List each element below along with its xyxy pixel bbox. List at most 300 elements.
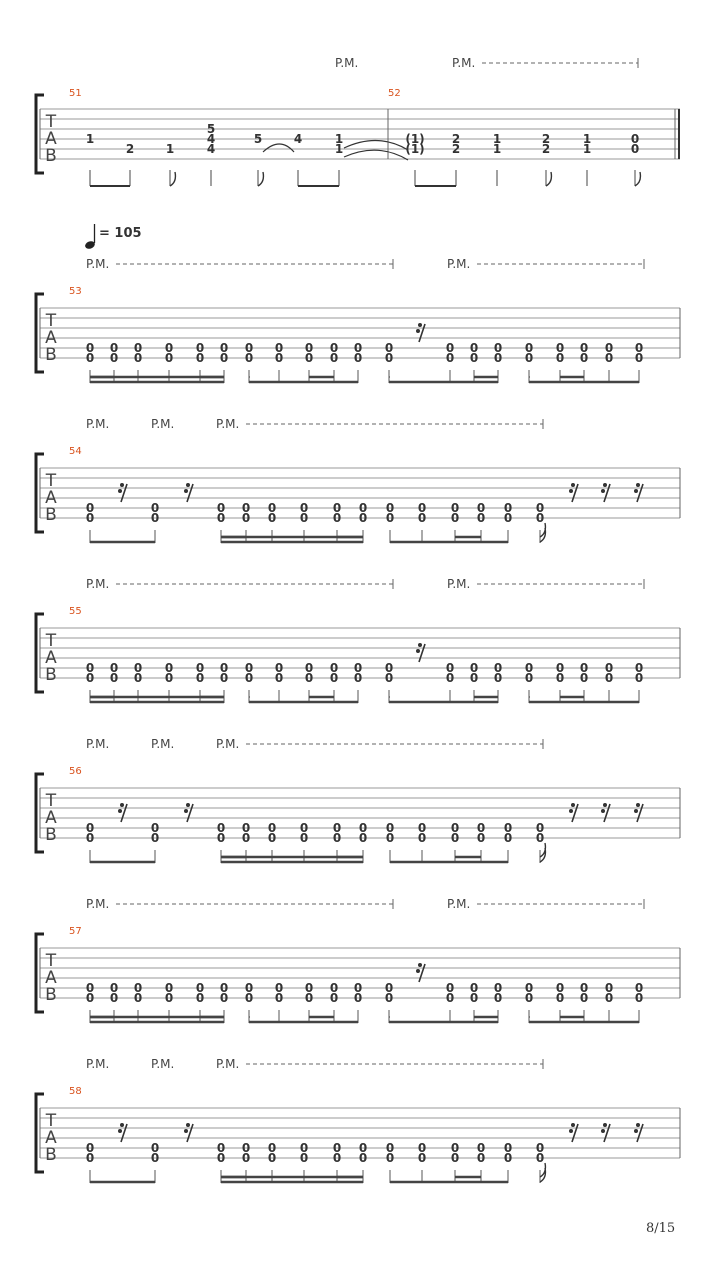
fret-number: 0 <box>630 142 640 156</box>
sixteenth-rest-dot <box>184 489 188 493</box>
fret-number: 0 <box>493 351 503 365</box>
fret-number: 0 <box>133 981 143 995</box>
sixteenth-rest-dot <box>636 483 640 487</box>
note-flag <box>540 523 545 542</box>
fret-number: 0 <box>353 981 363 995</box>
fret-number: 0 <box>353 671 363 685</box>
tab-clef-letter: A <box>45 488 57 508</box>
fret-number: 0 <box>85 1151 95 1165</box>
tab-clef-letter: B <box>45 1145 57 1165</box>
sixteenth-rest-dot <box>601 489 605 493</box>
fret-number: 0 <box>634 341 644 355</box>
fret-number: 0 <box>503 501 513 515</box>
palm-mute-label: P.M. <box>447 577 471 591</box>
fret-number: 0 <box>493 991 503 1005</box>
fret-number: 0 <box>524 341 534 355</box>
fret-number: 0 <box>476 1151 486 1165</box>
fret-number: 0 <box>579 661 589 675</box>
fret-number: 0 <box>493 671 503 685</box>
fret-number: 1 <box>582 132 592 146</box>
fret-number: (1) <box>405 142 425 156</box>
fret-number: 0 <box>579 991 589 1005</box>
fret-number: 0 <box>267 501 277 515</box>
fret-number: (1) <box>405 132 425 146</box>
fret-number: 0 <box>445 991 455 1005</box>
fret-number: 0 <box>385 501 395 515</box>
fret-number: 0 <box>417 1151 427 1165</box>
fret-number: 0 <box>535 501 545 515</box>
fret-number: 0 <box>219 671 229 685</box>
fret-number: 0 <box>524 981 534 995</box>
fret-number: 0 <box>216 831 226 845</box>
fret-number: 0 <box>332 821 342 835</box>
fret-number: 0 <box>244 341 254 355</box>
palm-mute-label: P.M. <box>447 897 471 911</box>
palm-mute-label: P.M. <box>216 417 240 431</box>
tab-clef-letter: A <box>45 808 57 828</box>
fret-number: 0 <box>535 1141 545 1155</box>
tab-clef-letter: B <box>45 345 57 365</box>
fret-number: 0 <box>164 671 174 685</box>
measure-number: 52 <box>388 88 401 99</box>
fret-number: 0 <box>579 671 589 685</box>
fret-number: 0 <box>304 661 314 675</box>
palm-mute-label: P.M. <box>151 737 175 751</box>
fret-number: 0 <box>417 501 427 515</box>
fret-number: 0 <box>469 661 479 675</box>
fret-number: 0 <box>445 981 455 995</box>
fret-number: 0 <box>353 991 363 1005</box>
measure-number: 51 <box>69 88 82 99</box>
sixteenth-rest-dot <box>569 809 573 813</box>
palm-mute-label: P.M. <box>86 257 110 271</box>
note-flag <box>546 172 551 186</box>
fret-number: 0 <box>304 341 314 355</box>
fret-number: 0 <box>299 1141 309 1155</box>
fret-number: 0 <box>332 501 342 515</box>
fret-number: 0 <box>274 671 284 685</box>
palm-mute-label: P.M. <box>86 417 110 431</box>
fret-number: 0 <box>267 1141 277 1155</box>
note-flag <box>540 1163 545 1182</box>
fret-number: 0 <box>524 671 534 685</box>
fret-number: 0 <box>634 661 644 675</box>
fret-number: 0 <box>469 981 479 995</box>
fret-number: 0 <box>555 351 565 365</box>
fret-number: 0 <box>267 1151 277 1165</box>
fret-number: 0 <box>329 351 339 365</box>
fret-number: 0 <box>329 341 339 355</box>
fret-number: 0 <box>493 981 503 995</box>
fret-number: 1 <box>492 132 502 146</box>
fret-number: 0 <box>384 991 394 1005</box>
fret-number: 0 <box>634 351 644 365</box>
fret-number: 1 <box>85 132 95 146</box>
sixteenth-rest-dot <box>603 483 607 487</box>
fret-number: 0 <box>150 821 160 835</box>
fret-number: 0 <box>195 661 205 675</box>
measure-number: 53 <box>69 286 82 297</box>
fret-number: 0 <box>476 821 486 835</box>
fret-number: 0 <box>332 831 342 845</box>
fret-number: 0 <box>164 991 174 1005</box>
fret-number: 2 <box>451 142 461 156</box>
fret-number: 2 <box>451 132 461 146</box>
note-flag <box>258 172 263 186</box>
fret-number: 0 <box>244 671 254 685</box>
measure-number: 57 <box>69 926 82 937</box>
measure-number: 58 <box>69 1086 82 1097</box>
palm-mute-label: P.M. <box>86 737 110 751</box>
fret-number: 0 <box>85 661 95 675</box>
fret-number: 0 <box>299 501 309 515</box>
palm-mute-label: P.M. <box>86 897 110 911</box>
palm-mute-label: P.M. <box>335 56 359 70</box>
fret-number: 0 <box>450 821 460 835</box>
fret-number: 0 <box>164 341 174 355</box>
tab-clef-letter: A <box>45 968 57 988</box>
fret-number: 0 <box>358 1151 368 1165</box>
fret-number: 2 <box>541 132 551 146</box>
fret-number: 0 <box>503 1151 513 1165</box>
fret-number: 0 <box>85 671 95 685</box>
fret-number: 0 <box>524 991 534 1005</box>
sixteenth-rest-dot <box>120 1123 124 1127</box>
fret-number: 0 <box>579 341 589 355</box>
fret-number: 0 <box>503 511 513 525</box>
fret-number: 0 <box>417 1141 427 1155</box>
tab-clef-letter: B <box>45 146 57 166</box>
fret-number: 0 <box>274 341 284 355</box>
fret-number: 0 <box>469 351 479 365</box>
fret-number: 0 <box>299 821 309 835</box>
fret-number: 0 <box>150 501 160 515</box>
sixteenth-rest-dot <box>120 803 124 807</box>
fret-number: 0 <box>503 1141 513 1155</box>
fret-number: 0 <box>150 831 160 845</box>
fret-number: 0 <box>417 511 427 525</box>
fret-number: 0 <box>384 671 394 685</box>
fret-number: 0 <box>445 671 455 685</box>
sixteenth-rest-dot <box>186 483 190 487</box>
fret-number: 0 <box>304 991 314 1005</box>
fret-number: 0 <box>267 511 277 525</box>
fret-number: 0 <box>634 991 644 1005</box>
fret-number: 0 <box>450 501 460 515</box>
sixteenth-rest-dot <box>634 809 638 813</box>
fret-number: 2 <box>125 142 135 156</box>
fret-number: 0 <box>358 501 368 515</box>
palm-mute-label: P.M. <box>452 56 476 70</box>
fret-number: 0 <box>304 981 314 995</box>
fret-number: 0 <box>579 981 589 995</box>
sixteenth-rest-dot <box>118 489 122 493</box>
fret-number: 0 <box>164 351 174 365</box>
tab-clef-letter: T <box>45 112 57 132</box>
fret-number: 0 <box>304 351 314 365</box>
fret-number: 0 <box>535 831 545 845</box>
sixteenth-rest-dot <box>571 483 575 487</box>
sixteenth-rest-dot <box>416 649 420 653</box>
fret-number: 0 <box>85 821 95 835</box>
fret-number: 0 <box>604 671 614 685</box>
sixteenth-rest-dot <box>569 489 573 493</box>
fret-number: 0 <box>219 661 229 675</box>
fret-number: 0 <box>219 341 229 355</box>
fret-number: 0 <box>535 821 545 835</box>
fret-number: 0 <box>241 511 251 525</box>
fret-number: 0 <box>384 351 394 365</box>
fret-number: 0 <box>384 341 394 355</box>
sixteenth-rest-dot <box>416 969 420 973</box>
fret-number: 0 <box>195 991 205 1005</box>
fret-number: 0 <box>150 511 160 525</box>
sixteenth-rest-dot <box>571 803 575 807</box>
fret-number: 0 <box>195 341 205 355</box>
fret-number: 0 <box>555 981 565 995</box>
sixteenth-rest-dot <box>636 803 640 807</box>
fret-number: 0 <box>133 351 143 365</box>
sixteenth-rest-dot <box>571 1123 575 1127</box>
fret-number: 0 <box>109 991 119 1005</box>
sixteenth-rest-dot <box>634 1129 638 1133</box>
fret-number: 0 <box>384 661 394 675</box>
fret-number: 0 <box>241 501 251 515</box>
fret-number: 0 <box>476 501 486 515</box>
sixteenth-rest-dot <box>418 323 422 327</box>
fret-number: 0 <box>353 661 363 675</box>
fret-number: 0 <box>332 511 342 525</box>
fret-number: 0 <box>353 341 363 355</box>
fret-number: 0 <box>445 341 455 355</box>
note-flag <box>540 843 545 862</box>
fret-number: 0 <box>216 821 226 835</box>
fret-number: 0 <box>85 831 95 845</box>
tab-clef-letter: B <box>45 985 57 1005</box>
fret-number: 0 <box>329 991 339 1005</box>
fret-number: 0 <box>85 501 95 515</box>
fret-number: 0 <box>195 981 205 995</box>
fret-number: 0 <box>385 511 395 525</box>
sixteenth-rest-dot <box>636 1123 640 1127</box>
tab-clef-letter: B <box>45 825 57 845</box>
tab-clef-letter: T <box>45 631 57 651</box>
fret-number: 0 <box>85 981 95 995</box>
fret-number: 4 <box>206 132 216 146</box>
palm-mute-label: P.M. <box>447 257 471 271</box>
fret-number: 0 <box>216 501 226 515</box>
fret-number: 5 <box>206 122 216 136</box>
fret-number: 0 <box>150 1141 160 1155</box>
fret-number: 0 <box>353 351 363 365</box>
tie <box>263 144 294 152</box>
fret-number: 2 <box>541 142 551 156</box>
fret-number: 0 <box>133 671 143 685</box>
tab-clef-letter: A <box>45 648 57 668</box>
fret-number: 1 <box>492 142 502 156</box>
fret-number: 0 <box>604 351 614 365</box>
fret-number: 0 <box>329 661 339 675</box>
fret-number: 0 <box>445 661 455 675</box>
fret-number: 0 <box>385 831 395 845</box>
fret-number: 0 <box>109 981 119 995</box>
fret-number: 0 <box>216 511 226 525</box>
fret-number: 0 <box>450 511 460 525</box>
fret-number: 0 <box>634 671 644 685</box>
fret-number: 0 <box>385 821 395 835</box>
palm-mute-label: P.M. <box>151 417 175 431</box>
sixteenth-rest-dot <box>603 803 607 807</box>
fret-number: 0 <box>555 991 565 1005</box>
fret-number: 4 <box>206 142 216 156</box>
fret-number: 0 <box>274 981 284 995</box>
fret-number: 0 <box>469 671 479 685</box>
fret-number: 0 <box>299 831 309 845</box>
measure-number: 54 <box>69 446 82 457</box>
palm-mute-label: P.M. <box>151 1057 175 1071</box>
fret-number: 4 <box>293 132 303 146</box>
fret-number: 0 <box>476 511 486 525</box>
fret-number: 0 <box>241 831 251 845</box>
fret-number: 0 <box>219 991 229 1005</box>
fret-number: 0 <box>109 341 119 355</box>
fret-number: 0 <box>555 671 565 685</box>
fret-number: 0 <box>535 1151 545 1165</box>
fret-number: 0 <box>604 661 614 675</box>
sixteenth-rest-dot <box>569 1129 573 1133</box>
fret-number: 0 <box>244 661 254 675</box>
fret-number: 0 <box>109 671 119 685</box>
fret-number: 0 <box>358 821 368 835</box>
fret-number: 0 <box>417 831 427 845</box>
fret-number: 0 <box>195 351 205 365</box>
fret-number: 1 <box>334 142 344 156</box>
fret-number: 0 <box>164 981 174 995</box>
note-flag <box>635 172 640 186</box>
fret-number: 0 <box>332 1151 342 1165</box>
fret-number: 0 <box>358 1141 368 1155</box>
fret-number: 0 <box>85 511 95 525</box>
tab-clef-letter: T <box>45 471 57 491</box>
fret-number: 0 <box>555 661 565 675</box>
sixteenth-rest-dot <box>634 489 638 493</box>
fret-number: 0 <box>417 821 427 835</box>
tab-clef-letter: A <box>45 328 57 348</box>
fret-number: 0 <box>503 821 513 835</box>
fret-number: 0 <box>358 511 368 525</box>
fret-number: 0 <box>241 821 251 835</box>
fret-number: 1 <box>165 142 175 156</box>
fret-number: 0 <box>219 981 229 995</box>
fret-number: 0 <box>85 341 95 355</box>
sixteenth-rest-dot <box>120 483 124 487</box>
sixteenth-rest-dot <box>118 1129 122 1133</box>
fret-number: 0 <box>450 1151 460 1165</box>
palm-mute-label: P.M. <box>216 737 240 751</box>
measure-number: 56 <box>69 766 82 777</box>
fret-number: 0 <box>445 351 455 365</box>
tempo-marking: = 105 <box>99 226 142 241</box>
fret-number: 0 <box>630 132 640 146</box>
fret-number: 0 <box>219 351 229 365</box>
fret-number: 0 <box>385 1141 395 1155</box>
fret-number: 0 <box>244 981 254 995</box>
fret-number: 0 <box>604 991 614 1005</box>
fret-number: 0 <box>85 1141 95 1155</box>
fret-number: 0 <box>109 661 119 675</box>
page-number: 8/15 <box>646 1221 676 1236</box>
fret-number: 0 <box>241 1141 251 1155</box>
fret-number: 0 <box>244 351 254 365</box>
tab-clef-letter: A <box>45 1128 57 1148</box>
fret-number: 0 <box>85 991 95 1005</box>
fret-number: 0 <box>267 831 277 845</box>
fret-number: 0 <box>469 991 479 1005</box>
sixteenth-rest-dot <box>118 809 122 813</box>
fret-number: 0 <box>274 351 284 365</box>
fret-number: 0 <box>493 661 503 675</box>
fret-number: 0 <box>476 831 486 845</box>
fret-number: 0 <box>384 981 394 995</box>
fret-number: 0 <box>244 991 254 1005</box>
palm-mute-label: P.M. <box>86 577 110 591</box>
fret-number: 0 <box>216 1151 226 1165</box>
sixteenth-rest-dot <box>418 643 422 647</box>
fret-number: 0 <box>469 341 479 355</box>
fret-number: 0 <box>133 661 143 675</box>
fret-number: 5 <box>253 132 263 146</box>
sixteenth-rest-dot <box>184 1129 188 1133</box>
fret-number: 1 <box>334 132 344 146</box>
tab-clef-letter: B <box>45 505 57 525</box>
fret-number: 0 <box>304 671 314 685</box>
tab-clef-letter: T <box>45 1111 57 1131</box>
sixteenth-rest-dot <box>601 1129 605 1133</box>
palm-mute-label: P.M. <box>86 1057 110 1071</box>
fret-number: 0 <box>450 831 460 845</box>
sixteenth-rest-dot <box>418 963 422 967</box>
fret-number: 0 <box>524 351 534 365</box>
tab-clef-letter: B <box>45 665 57 685</box>
tab-clef-letter: T <box>45 311 57 331</box>
fret-number: 0 <box>299 1151 309 1165</box>
fret-number: 0 <box>133 341 143 355</box>
sixteenth-rest-dot <box>186 803 190 807</box>
sixteenth-rest-dot <box>184 809 188 813</box>
fret-number: 0 <box>579 351 589 365</box>
fret-number: 0 <box>385 1151 395 1165</box>
sixteenth-rest-dot <box>603 1123 607 1127</box>
measure-number: 55 <box>69 606 82 617</box>
palm-mute-label: P.M. <box>216 1057 240 1071</box>
fret-number: 1 <box>582 142 592 156</box>
fret-number: 0 <box>493 341 503 355</box>
fret-number: 0 <box>332 1141 342 1155</box>
fret-number: 0 <box>150 1151 160 1165</box>
sixteenth-rest-dot <box>601 809 605 813</box>
fret-number: 0 <box>267 821 277 835</box>
fret-number: 0 <box>329 981 339 995</box>
fret-number: 0 <box>476 1141 486 1155</box>
fret-number: 0 <box>329 671 339 685</box>
fret-number: 0 <box>274 991 284 1005</box>
fret-number: 0 <box>216 1141 226 1155</box>
sixteenth-rest-dot <box>416 329 420 333</box>
fret-number: 0 <box>524 661 534 675</box>
tab-clef-letter: A <box>45 129 57 149</box>
fret-number: 0 <box>358 831 368 845</box>
sixteenth-rest-dot <box>186 1123 190 1127</box>
